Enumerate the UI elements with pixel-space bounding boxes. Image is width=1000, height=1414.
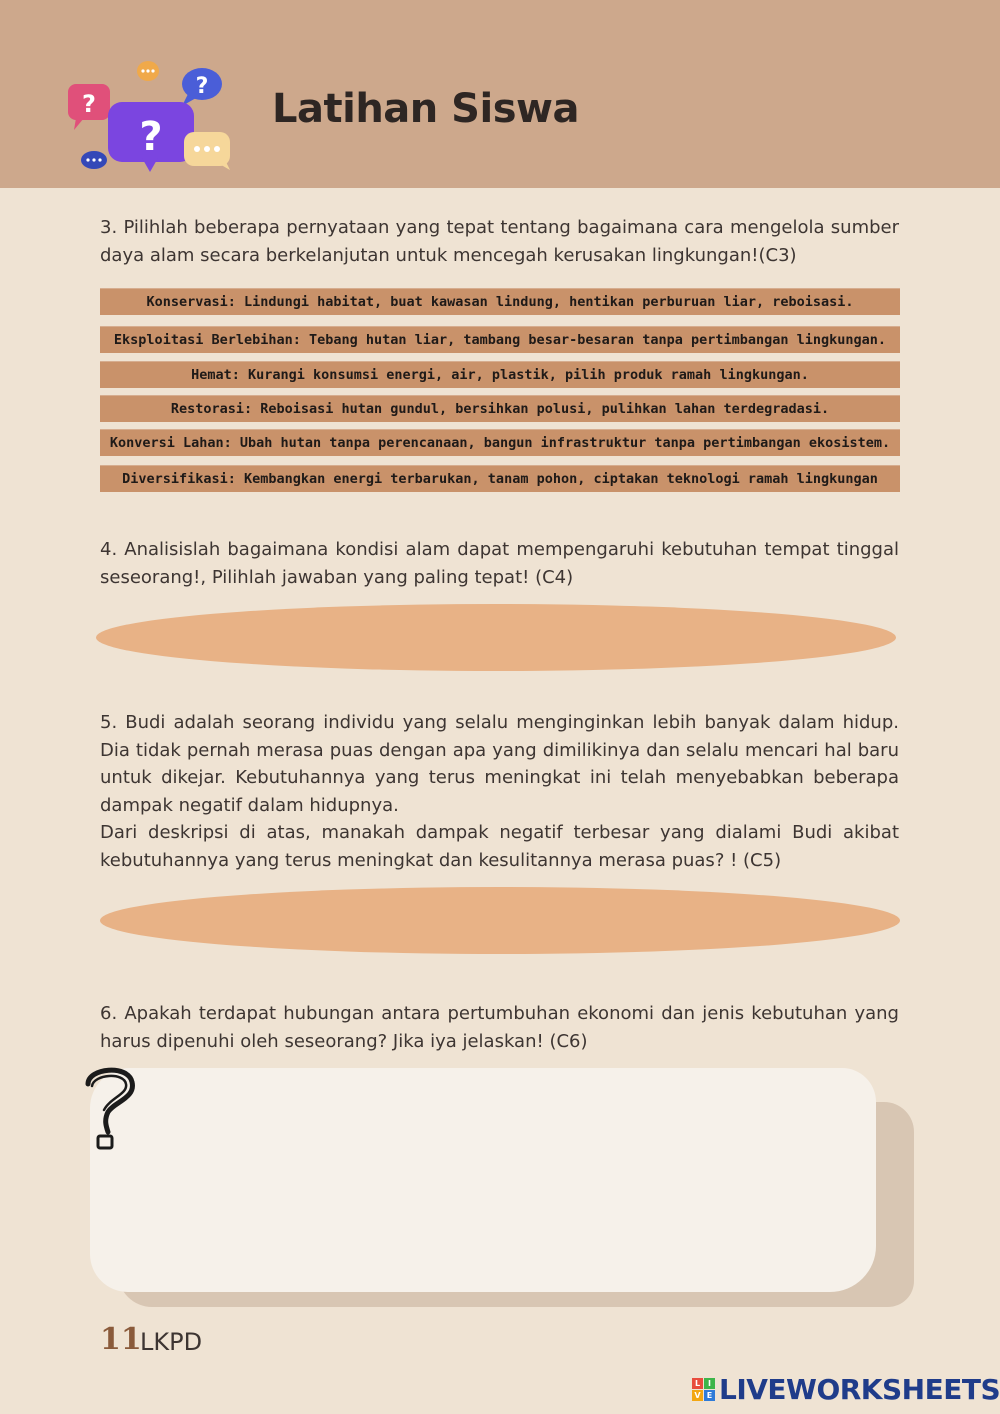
question-bubbles-icon (62, 58, 242, 178)
question-6-text: 6. Apakah terdapat hubungan antara pertumbuhan ekonomi dan jenis kebutuhan yang harus dipenuhi oleh seseorang? Jika iya jelaskan! (C6) (100, 1003, 899, 1052)
option-restorasi[interactable]: Restorasi: Reboisasi hutan gundul, bersihkan polusi, pulihkan lahan terdegradasi. (100, 395, 900, 422)
question-4-answer-dropdown[interactable] (96, 604, 896, 671)
question-4-text: 4. Analisislah bagaimana kondisi alam dapat mempengaruhi kebutuhan tempat tinggal seseorang!, Pilihlah jawaban yang paling tepat! (C4) (100, 539, 899, 588)
liveworksheets-wordmark: LIVEWORKSHEETS (719, 1372, 1000, 1406)
svg-text:?: ? (82, 90, 96, 118)
liveworksheets-icon: L I V E (692, 1378, 715, 1401)
footer-label: LKPD (140, 1328, 203, 1356)
page-header (0, 0, 1000, 188)
svg-text:?: ? (139, 114, 163, 160)
question-5-answer-dropdown[interactable] (100, 887, 900, 954)
svg-text:?: ? (195, 74, 209, 99)
question-6-answer-textarea[interactable] (90, 1068, 876, 1292)
option-diversifikasi[interactable]: Diversifikasi: Kembangkan energi terbarukan, tanam pohon, ciptakan teknologi ramah lingkungan (100, 465, 900, 492)
page-title: Latihan Siswa (272, 86, 579, 132)
option-hemat[interactable]: Hemat: Kurangi konsumsi energi, air, plastik, pilih produk ramah lingkungan. (100, 361, 900, 388)
option-eksploitasi[interactable]: Eksploitasi Berlebihan: Tebang hutan liar, tambang besar-besaran tanpa pertimbangan lingkungan. (100, 326, 900, 353)
option-konversi-lahan[interactable]: Konversi Lahan: Ubah hutan tanpa perencanaan, bangun infrastruktur tanpa pertimbangan ekosistem. (100, 429, 900, 456)
question-5-text: 5. Budi adalah seorang individu yang selalu menginginkan lebih banyak dalam hidup. Dia tidak pernah merasa puas dengan apa yang dimilikinya dan selalu mencari hal baru untuk dikejar. Kebutuhannya yang terus meningkat ini telah menyebabkan beberapa dampak negatif dalam hidupnya. (100, 712, 899, 816)
page-number: 11 (100, 1322, 142, 1357)
question-3-text: 3. Pilihlah beberapa pernyataan yang tepat tentang bagaimana cara mengelola sumber daya alam secara berkelanjutan untuk mencegah kerusakan lingkungan!(C3) (100, 217, 899, 266)
question-mark-icon (78, 1062, 142, 1154)
option-konservasi[interactable]: Konservasi: Lindungi habitat, buat kawasan lindung, hentikan perburuan liar, reboisasi. (100, 288, 900, 315)
question-5-prompt: Dari deskripsi di atas, manakah dampak negatif terbesar yang dialami Budi akibat kebutuhannya yang terus meningkat dan kesulitannya merasa puas? ! (C5) (100, 822, 899, 871)
liveworksheets-logo (692, 1372, 1000, 1406)
